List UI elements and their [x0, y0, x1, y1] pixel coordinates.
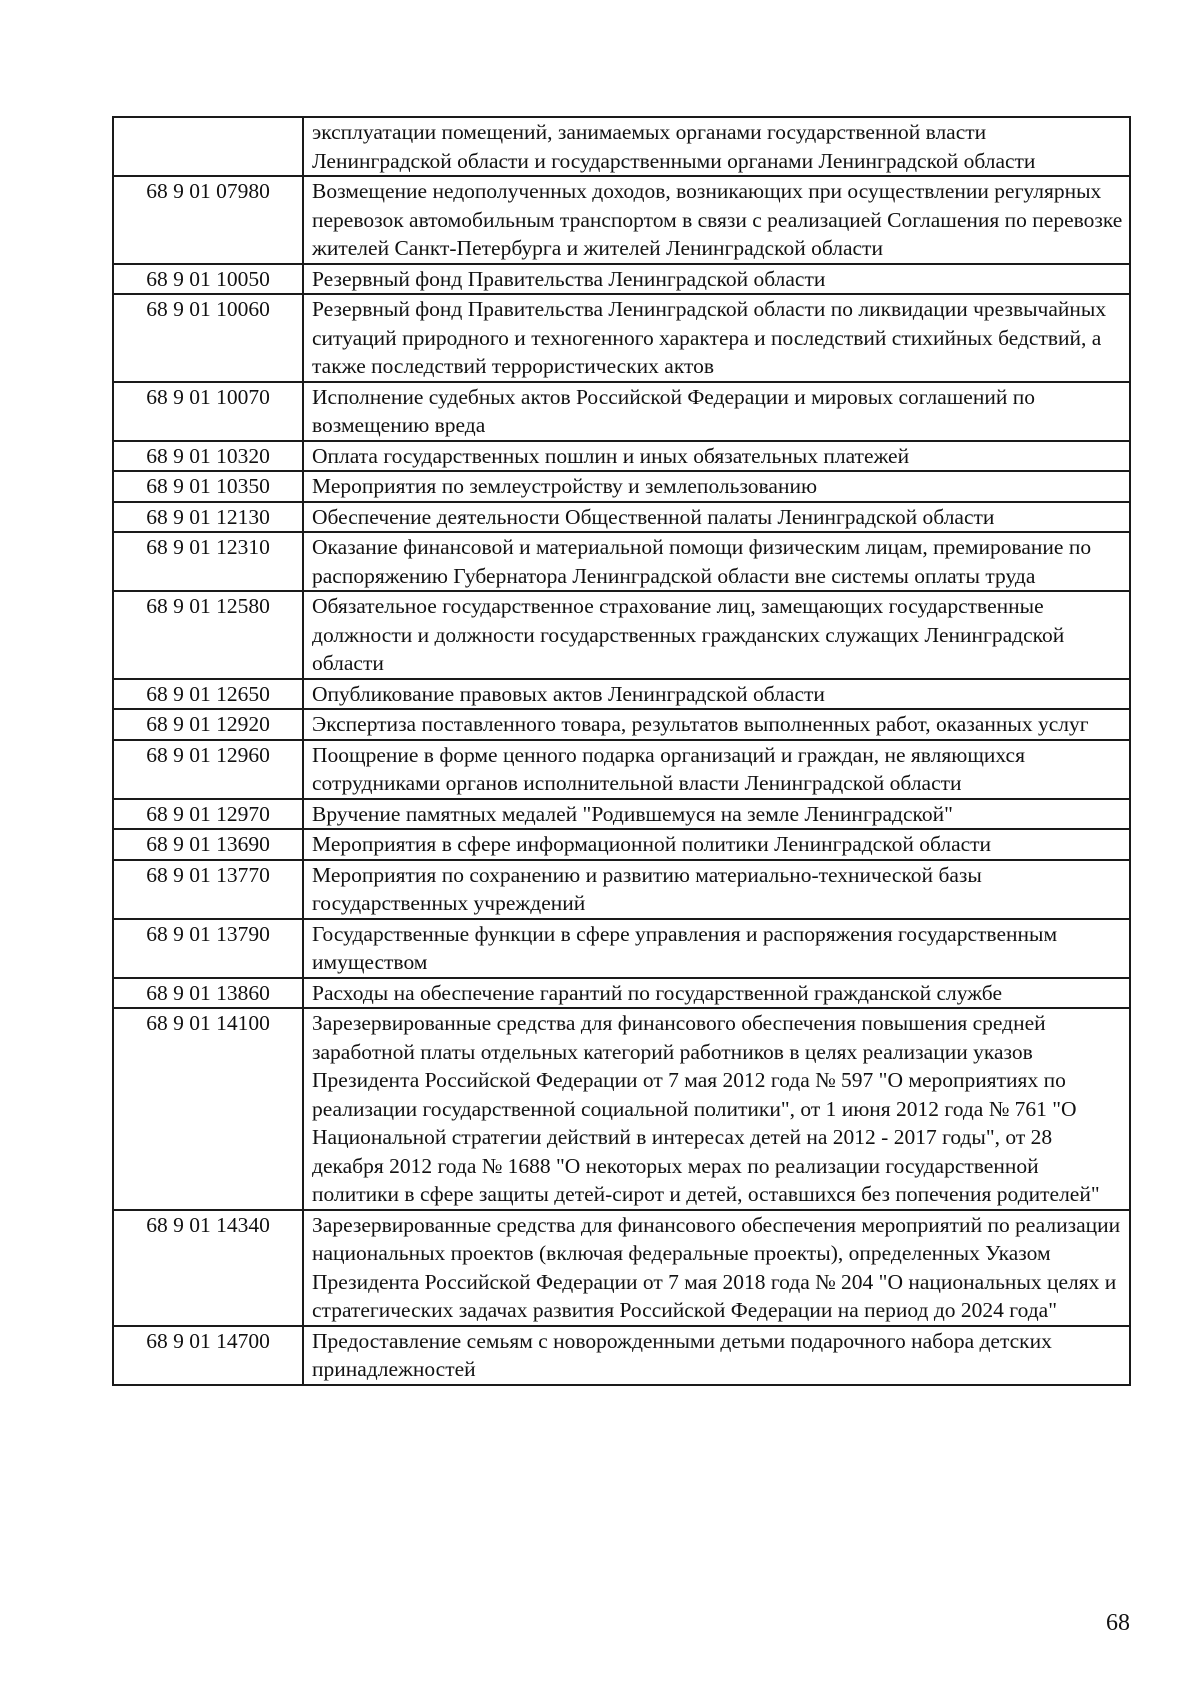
table-row	[113, 978, 1130, 1009]
code-cell	[113, 117, 303, 176]
code-cell: 68 9 01 10350	[113, 471, 303, 502]
description-cell: Расходы на обеспечение гарантий по государственной гражданской службе	[303, 978, 1130, 1009]
description-cell: Мероприятия в сфере информационной политики Ленинградской области	[303, 829, 1130, 860]
description-cell: Обеспечение деятельности Общественной палаты Ленинградской области	[303, 502, 1130, 533]
code-cell: 68 9 01 12130	[113, 502, 303, 533]
table-row	[113, 441, 1130, 472]
description-cell: эксплуатации помещений, занимаемых органами государственной власти Ленинградской области и государственными органами Ленинградской области	[303, 117, 1130, 176]
description-cell: Мероприятия по сохранению и развитию материально-технической базы государственных учреждений	[303, 860, 1130, 919]
code-cell: 68 9 01 10050	[113, 264, 303, 295]
description-cell: Предоставление семьям с новорожденными детьми подарочного набора детских принадлежностей	[303, 1326, 1130, 1385]
table-row	[113, 471, 1130, 502]
table-row	[113, 860, 1130, 919]
table-row	[113, 264, 1130, 295]
table-row	[113, 591, 1130, 679]
code-cell: 68 9 01 13790	[113, 919, 303, 978]
table-row	[113, 117, 1130, 176]
table-row	[113, 502, 1130, 533]
description-cell: Резервный фонд Правительства Ленинградской области	[303, 264, 1130, 295]
table-row	[113, 294, 1130, 382]
code-cell: 68 9 01 12310	[113, 532, 303, 591]
description-cell: Резервный фонд Правительства Ленинградской области по ликвидации чрезвычайных ситуаций природного и техногенного характера и последствий стихийных бедствий, а также последствий террористических актов	[303, 294, 1130, 382]
code-cell: 68 9 01 14700	[113, 1326, 303, 1385]
code-cell: 68 9 01 10060	[113, 294, 303, 382]
code-cell: 68 9 01 14340	[113, 1210, 303, 1326]
code-cell: 68 9 01 14100	[113, 1008, 303, 1210]
table-row	[113, 176, 1130, 264]
table-row	[113, 829, 1130, 860]
code-cell: 68 9 01 12650	[113, 679, 303, 710]
description-cell: Возмещение недополученных доходов, возникающих при осуществлении регулярных перевозок автомобильным транспортом в связи с реализацией Соглашения по перевозке жителей Санкт-Петербурга и жителей Ленинградской области	[303, 176, 1130, 264]
table-row	[113, 740, 1130, 799]
table-row	[113, 1326, 1130, 1385]
code-cell: 68 9 01 10320	[113, 441, 303, 472]
table-row	[113, 799, 1130, 830]
page-number: 68	[1106, 1610, 1130, 1636]
description-cell: Экспертиза поставленного товара, результатов выполненных работ, оказанных услуг	[303, 709, 1130, 740]
code-cell: 68 9 01 13860	[113, 978, 303, 1009]
description-cell: Мероприятия по землеустройству и землепользованию	[303, 471, 1130, 502]
code-cell: 68 9 01 12960	[113, 740, 303, 799]
description-cell: Вручение памятных медалей "Родившемуся на земле Ленинградской"	[303, 799, 1130, 830]
description-cell: Оказание финансовой и материальной помощи физическим лицам, премирование по распоряжению Губернатора Ленинградской области вне системы оплаты труда	[303, 532, 1130, 591]
table-row	[113, 382, 1130, 441]
table-row	[113, 1008, 1130, 1210]
description-cell: Государственные функции в сфере управления и распоряжения государственным имуществом	[303, 919, 1130, 978]
code-cell: 68 9 01 12970	[113, 799, 303, 830]
description-cell: Поощрение в форме ценного подарка организаций и граждан, не являющихся сотрудниками органов исполнительной власти Ленинградской области	[303, 740, 1130, 799]
budget-codes-table-body	[113, 117, 1130, 1385]
code-cell: 68 9 01 13770	[113, 860, 303, 919]
code-cell: 68 9 01 13690	[113, 829, 303, 860]
code-cell: 68 9 01 12920	[113, 709, 303, 740]
description-cell: Исполнение судебных актов Российской Федерации и мировых соглашений по возмещению вреда	[303, 382, 1130, 441]
description-cell: Опубликование правовых актов Ленинградской области	[303, 679, 1130, 710]
table-row	[113, 532, 1130, 591]
description-cell: Обязательное государственное страхование лиц, замещающих государственные должности и должности государственных гражданских служащих Ленинградской области	[303, 591, 1130, 679]
table-row	[113, 1210, 1130, 1326]
table-row	[113, 709, 1130, 740]
table-row	[113, 679, 1130, 710]
code-cell: 68 9 01 10070	[113, 382, 303, 441]
budget-codes-table	[112, 116, 1131, 1386]
code-cell: 68 9 01 07980	[113, 176, 303, 264]
table-row	[113, 919, 1130, 978]
description-cell: Зарезервированные средства для финансового обеспечения повышения средней заработной платы отдельных категорий работников в целях реализации указов Президента Российской Федерации от 7 мая 2012 года № 597 "О мероприятиях по реализации государственной социальной политики", от 1 июня 2012 года № 761 "О Национальной стратегии действий в интересах детей на 2012 - 2017 годы", от 28 декабря 2012 года № 1688 "О некоторых мерах по реализации государственной политики в сфере защиты детей-сирот и детей, оставшихся без попечения родителей"	[303, 1008, 1130, 1210]
code-cell: 68 9 01 12580	[113, 591, 303, 679]
description-cell: Зарезервированные средства для финансового обеспечения мероприятий по реализации национальных проектов (включая федеральные проекты), определенных Указом Президента Российской Федерации от 7 мая 2018 года № 204 "О национальных целях и стратегических задачах развития Российской Федерации на период до 2024 года"	[303, 1210, 1130, 1326]
description-cell: Оплата государственных пошлин и иных обязательных платежей	[303, 441, 1130, 472]
